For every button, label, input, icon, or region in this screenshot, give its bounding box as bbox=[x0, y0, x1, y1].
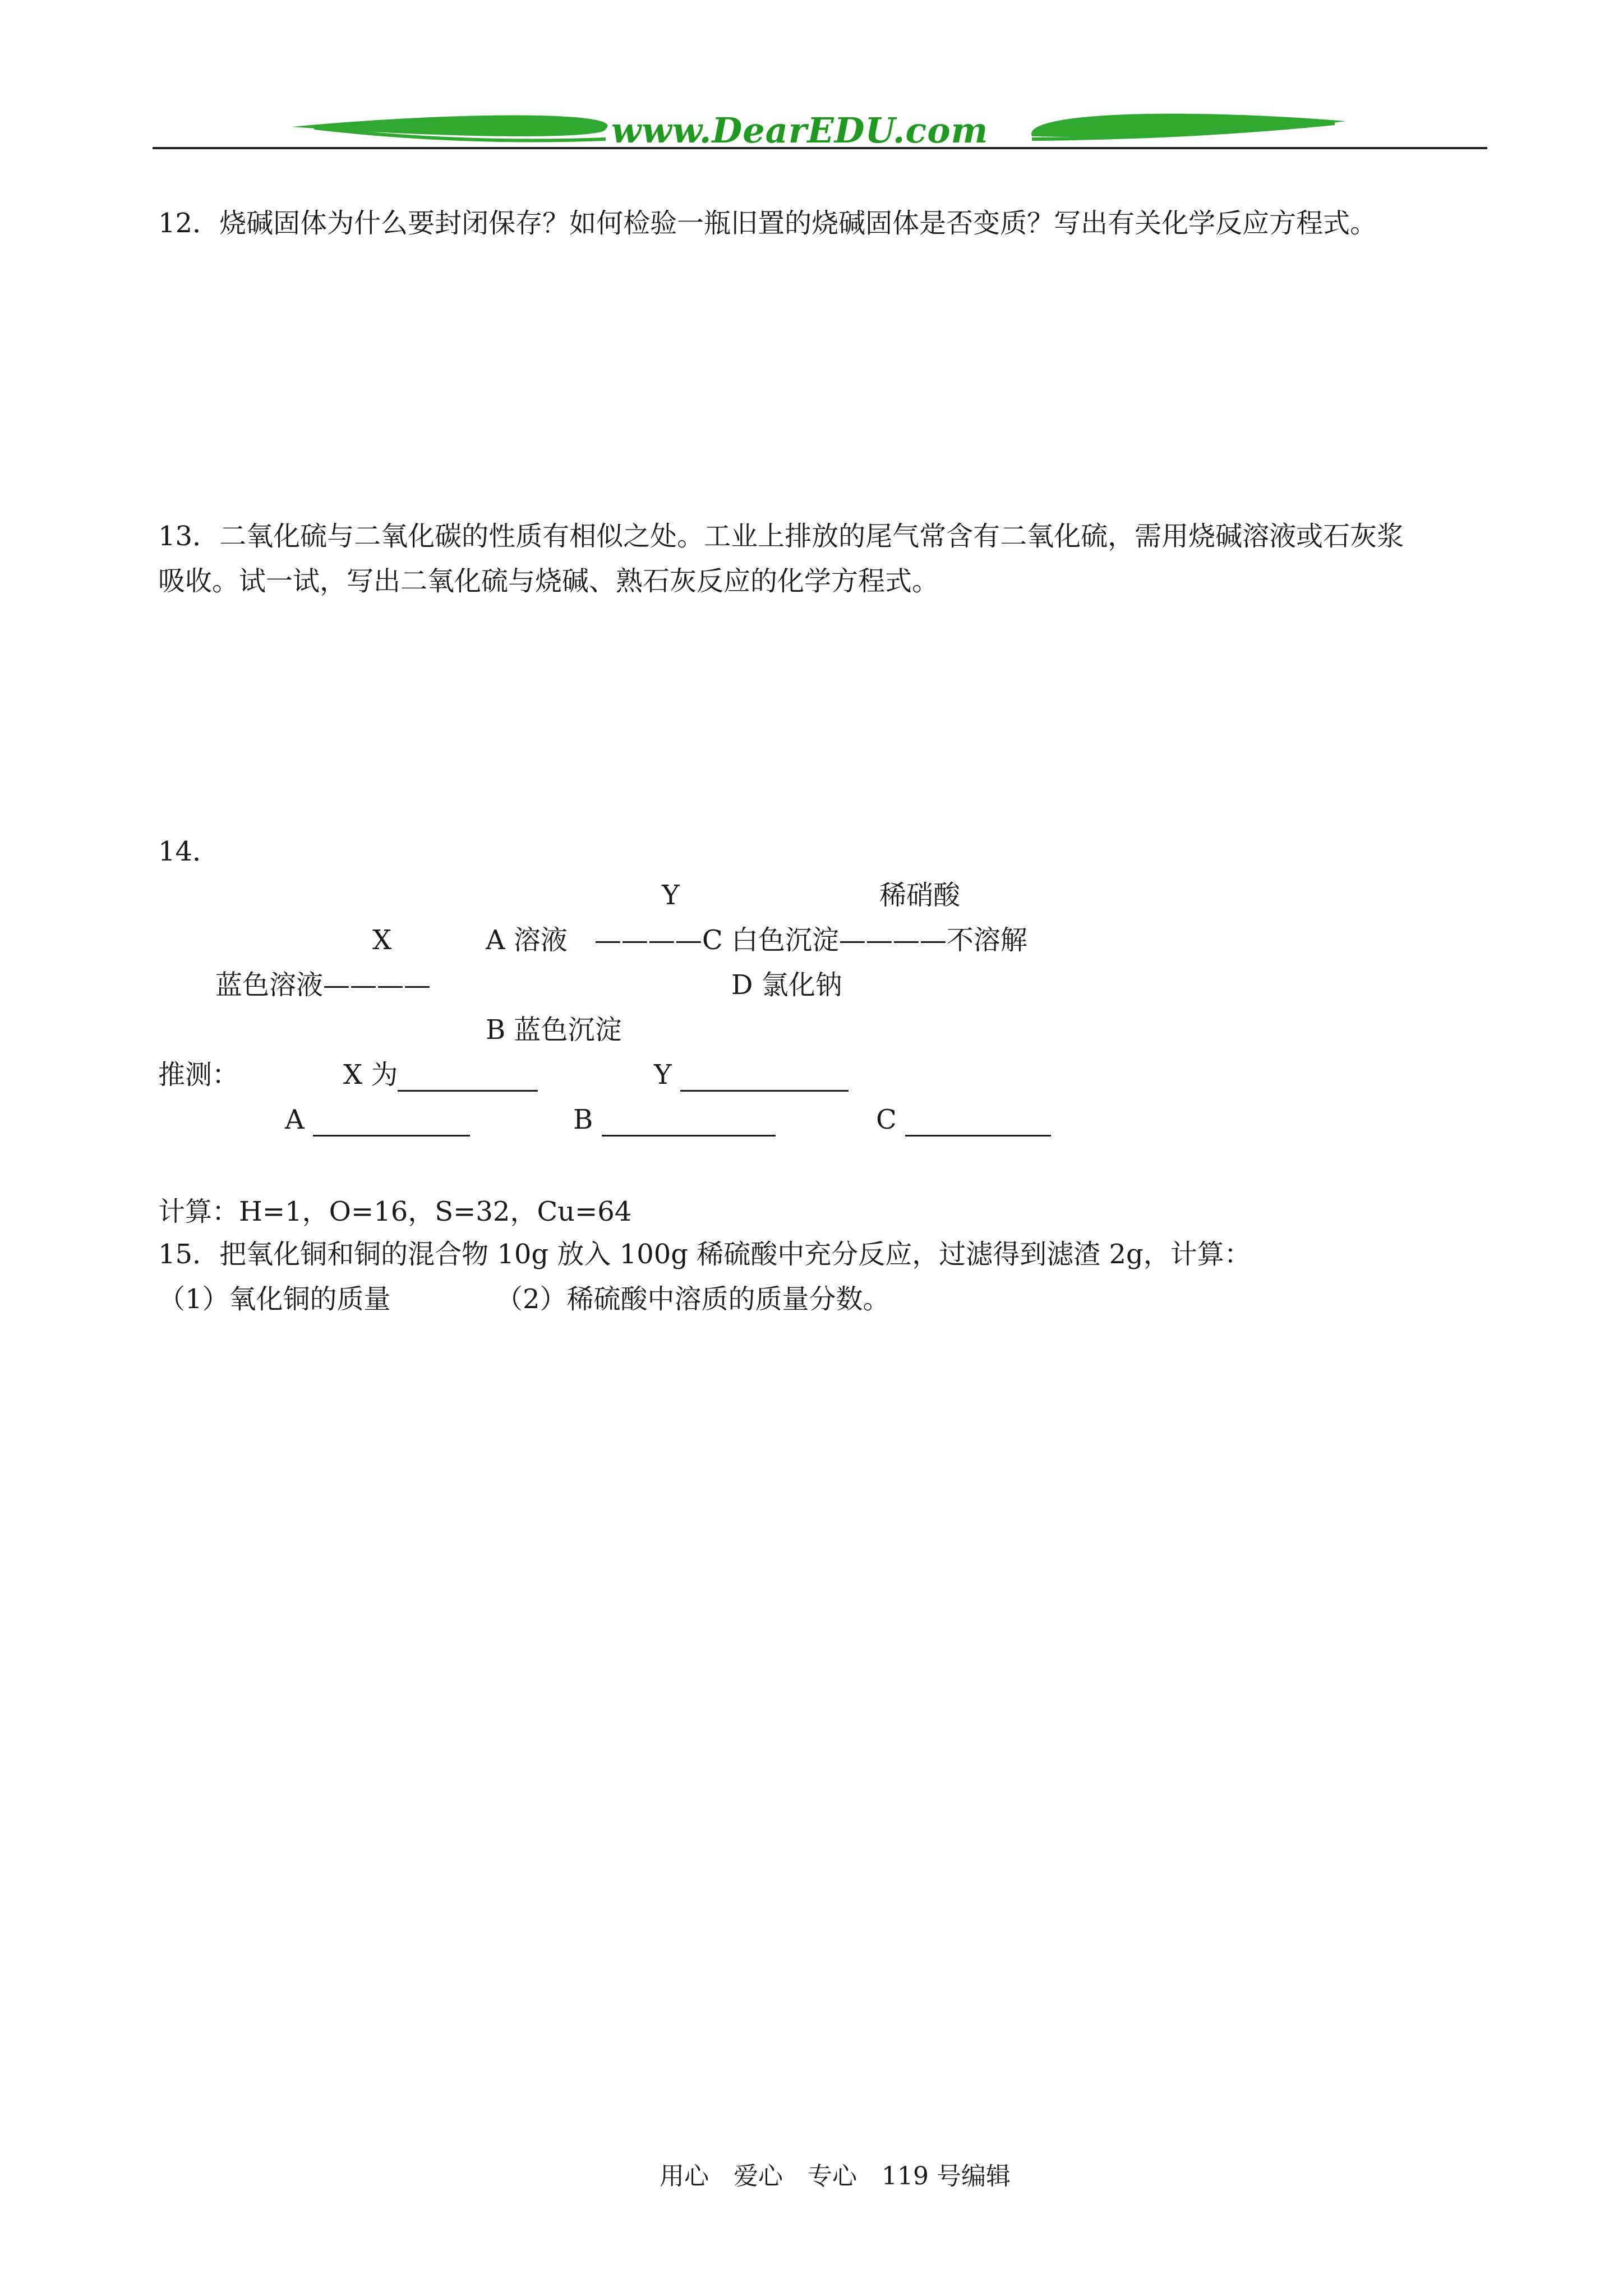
flow-b-label: B 蓝色沉淀 bbox=[486, 1014, 622, 1046]
page-footer: 用心 爱心 专心 119 号编辑 bbox=[660, 2162, 1011, 2191]
answer-a-prefix: A bbox=[285, 1104, 305, 1135]
answer-b-blank[interactable] bbox=[602, 1109, 776, 1137]
answer-y-prefix: Y bbox=[654, 1059, 672, 1091]
question-13-line-2: 吸收。试一试，写出二氧化硫与烧碱、熟石灰反应的化学方程式。 bbox=[158, 565, 939, 597]
header-rule bbox=[153, 147, 1487, 149]
flow-a-line: A 溶液 ————C 白色沉淀————不溶解 bbox=[486, 924, 1027, 956]
answer-x-blank[interactable] bbox=[398, 1064, 538, 1092]
question-13-line-1: 13．二氧化硫与二氧化碳的性质有相似之处。工业上排放的尾气常含有二氧化硫，需用烧碱溶液或石灰浆 bbox=[158, 521, 1404, 552]
answer-b-prefix: B bbox=[573, 1104, 593, 1135]
question-15-line-1: 15．把氧化铜和铜的混合物 10g 放入 100g 稀硫酸中充分反应，过滤得到滤渣 2g，计算： bbox=[158, 1239, 1251, 1270]
answer-c-prefix: C bbox=[876, 1104, 897, 1135]
question-15-part-1: （1）氧化铜的质量 bbox=[158, 1283, 391, 1315]
flow-blue-solution: 蓝色溶液———— bbox=[215, 969, 431, 1001]
brand-logo-text[interactable]: www.DearEDU.com bbox=[611, 110, 989, 151]
question-15-part-2: （2）稀硫酸中溶质的质量分数。 bbox=[496, 1283, 890, 1315]
infer-label: 推测： bbox=[158, 1059, 239, 1091]
question-12: 12．烧碱固体为什么要封闭保存？如何检验一瓶旧置的烧碱固体是否变质？写出有关化学反应方程式。 bbox=[158, 208, 1377, 239]
flow-x-label: X bbox=[372, 924, 392, 956]
question-15-atomic-masses: 计算：H=1，O=16，S=32，Cu=64 bbox=[158, 1196, 632, 1227]
answer-x-prefix: X 为 bbox=[343, 1059, 398, 1091]
flow-d-label: D 氯化钠 bbox=[731, 969, 842, 1001]
flow-acid-label: 稀硝酸 bbox=[879, 880, 961, 911]
answer-y-blank[interactable] bbox=[680, 1064, 849, 1092]
flow-y-label: Y bbox=[662, 880, 680, 911]
question-14-number: 14． bbox=[158, 836, 220, 867]
answer-c-blank[interactable] bbox=[905, 1109, 1051, 1137]
answer-a-blank[interactable] bbox=[313, 1109, 470, 1137]
